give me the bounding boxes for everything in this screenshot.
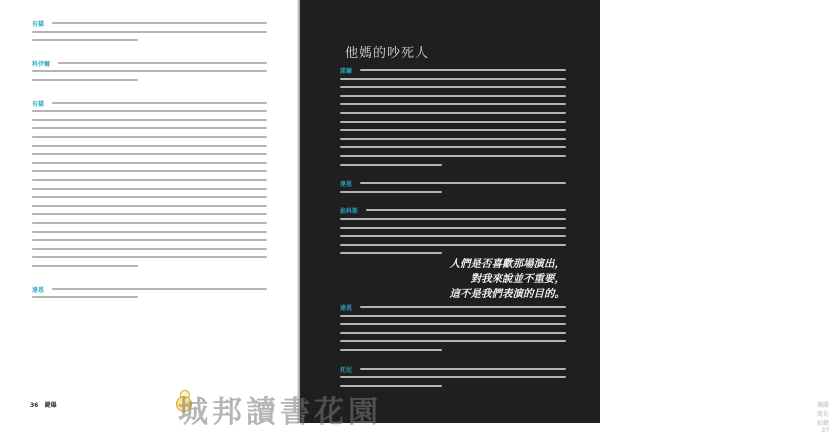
speaker-name: 有貓 (32, 21, 45, 28)
paragraph (340, 304, 566, 356)
speaker-name: 諾爾 (340, 68, 353, 75)
text-line (340, 112, 566, 114)
text-line (32, 153, 267, 155)
text-line (32, 196, 267, 198)
speaker-name: 有貓 (32, 100, 45, 108)
text-line (360, 306, 566, 308)
text-line (32, 119, 267, 121)
paragraph (32, 286, 267, 303)
paragraph (340, 207, 566, 259)
right-folio (817, 400, 830, 434)
chapter-title: 他媽的吵死人 (345, 46, 430, 61)
left-page (0, 0, 300, 423)
speaker-name: 科伊爾 (32, 60, 51, 68)
pull-quote (335, 256, 565, 301)
text-line (340, 146, 566, 148)
text-line (32, 79, 138, 81)
text-line (340, 218, 566, 220)
paragraph (32, 20, 267, 46)
text-line (340, 332, 566, 334)
text-line (32, 248, 267, 250)
paragraph (340, 67, 566, 170)
text-line (360, 368, 566, 370)
speaker-name: 達恩 (32, 286, 45, 294)
text-line (32, 70, 267, 72)
text-line (340, 376, 566, 378)
text-line (32, 136, 267, 138)
paragraph (32, 100, 267, 272)
text-line (340, 121, 566, 123)
speaker-name: 焰科斯 (340, 208, 359, 216)
text-line (32, 39, 138, 41)
text-line (340, 235, 566, 237)
text-line (360, 182, 566, 184)
right-running-head: 樂隊進化紀錄 (817, 402, 830, 427)
text-line (32, 231, 267, 233)
pull-quote-line-3: 這不是我們表演的目的。 (449, 288, 565, 300)
text-line (32, 110, 267, 112)
speaker-name: 達恩 (340, 305, 353, 312)
text-line (340, 315, 566, 317)
pull-quote-line-1: 人們是否喜歡那場演出， (449, 258, 565, 270)
text-line (340, 227, 566, 229)
text-line (32, 145, 267, 147)
text-line (32, 162, 267, 164)
text-line (32, 170, 267, 172)
text-line (32, 179, 267, 181)
text-line (340, 323, 566, 325)
text-line (32, 222, 267, 224)
text-line (32, 188, 267, 190)
text-line (366, 209, 566, 211)
left-running-head: 鍵爆 (44, 402, 57, 409)
text-line (32, 31, 267, 33)
text-line (52, 288, 267, 290)
text-line (52, 22, 267, 24)
text-line (32, 256, 267, 258)
text-line (340, 138, 566, 140)
text-line (340, 155, 566, 157)
text-line (340, 252, 442, 254)
left-page-number: 36 (30, 402, 39, 409)
text-line (340, 191, 442, 193)
left-folio (30, 400, 57, 409)
paragraph (32, 60, 267, 86)
text-line (340, 349, 442, 351)
text-line (340, 78, 566, 80)
text-line (32, 213, 267, 215)
right-page-number: 37 (821, 427, 830, 434)
text-line (340, 244, 566, 246)
text-line (32, 265, 138, 267)
text-line (340, 340, 566, 342)
text-line (32, 127, 267, 129)
text-line (340, 86, 566, 88)
text-line (58, 62, 267, 64)
text-line (32, 239, 267, 241)
speaker-name: 達恩 (340, 181, 353, 189)
text-line (340, 164, 442, 166)
text-line (340, 95, 566, 97)
text-line (32, 296, 138, 298)
text-line (52, 102, 267, 104)
pull-quote-line-2: 對我來說並不重要， (470, 273, 565, 285)
text-line (340, 103, 566, 105)
text-line (360, 69, 566, 71)
text-line (340, 129, 566, 131)
speaker-name: 托尼 (340, 366, 353, 374)
paragraph (340, 180, 566, 197)
text-line (32, 205, 267, 207)
watermark: 城邦讀書花園 (178, 395, 382, 430)
